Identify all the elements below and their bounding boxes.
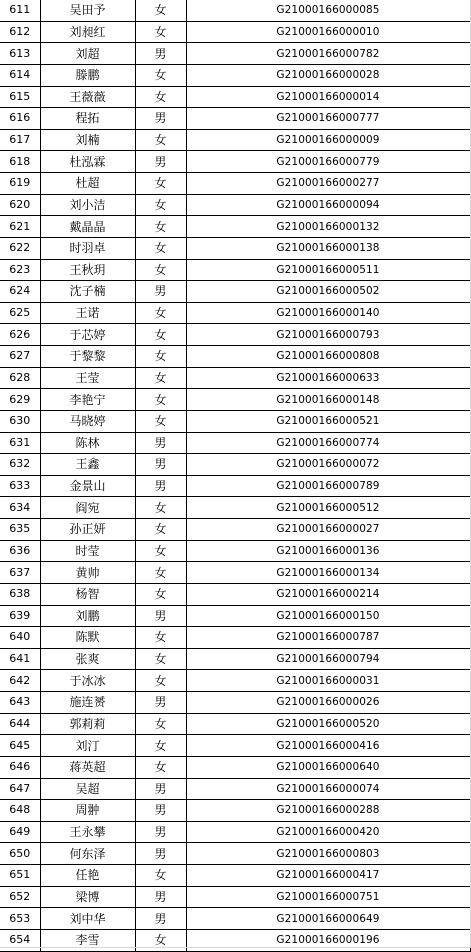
id-cell: G21000166000512	[186, 497, 470, 519]
table-row	[0, 562, 470, 584]
table-row	[0, 843, 470, 865]
gender-cell: 女	[135, 627, 186, 649]
table-row	[0, 410, 470, 432]
id-cell: G21000166000009	[186, 129, 470, 151]
gender-cell: 女	[135, 173, 186, 195]
name-cell: 王秋玥	[40, 259, 135, 281]
gender-cell: 女	[135, 302, 186, 324]
row-number-cell: 652	[0, 886, 40, 908]
gender-cell: 女	[135, 735, 186, 757]
row-number-cell: 625	[0, 302, 40, 324]
id-cell: G21000166000787	[186, 627, 470, 649]
id-cell: G21000166000808	[186, 346, 470, 368]
table-row	[0, 886, 470, 908]
gender-cell: 女	[135, 259, 186, 281]
id-cell: G21000166000140	[186, 302, 470, 324]
row-number-cell: 622	[0, 237, 40, 259]
name-cell: 黄帅	[40, 562, 135, 584]
table-row	[0, 519, 470, 541]
id-cell: G21000166000288	[186, 800, 470, 822]
row-number-cell: 629	[0, 389, 40, 411]
id-cell: G21000166000502	[186, 281, 470, 303]
name-cell: 时莹	[40, 540, 135, 562]
row-number-cell: 627	[0, 346, 40, 368]
row-number-cell: 631	[0, 432, 40, 454]
name-cell: 刘鹏	[40, 605, 135, 627]
row-number-cell: 632	[0, 454, 40, 476]
id-cell: G21000166000511	[186, 259, 470, 281]
table-row	[0, 0, 470, 21]
name-cell: 马晓婷	[40, 410, 135, 432]
name-cell: 于芯婷	[40, 324, 135, 346]
name-cell: 吴超	[40, 778, 135, 800]
name-cell: 滕鹏	[40, 64, 135, 86]
row-number-cell: 624	[0, 281, 40, 303]
row-number-cell: 644	[0, 713, 40, 735]
gender-cell: 女	[135, 713, 186, 735]
gender-cell: 男	[135, 692, 186, 714]
name-cell: 郭莉莉	[40, 713, 135, 735]
table-row	[0, 648, 470, 670]
row-number-cell: 643	[0, 692, 40, 714]
name-cell: 刘汀	[40, 735, 135, 757]
name-cell: 王永攀	[40, 821, 135, 843]
table-row	[0, 475, 470, 497]
id-cell: G21000166000214	[186, 583, 470, 605]
name-cell: 孙正妍	[40, 519, 135, 541]
row-number-cell: 614	[0, 64, 40, 86]
name-cell: 王鑫	[40, 454, 135, 476]
id-cell: G21000166000074	[186, 778, 470, 800]
name-cell: 王诺	[40, 302, 135, 324]
id-cell: G21000166000779	[186, 151, 470, 173]
gender-cell: 女	[135, 410, 186, 432]
row-number-cell: 626	[0, 324, 40, 346]
table-row	[0, 800, 470, 822]
name-cell: 杜超	[40, 173, 135, 195]
gender-cell: 女	[135, 865, 186, 887]
table-row	[0, 129, 470, 151]
id-cell: G21000166000782	[186, 43, 470, 65]
id-cell: G21000166000277	[186, 173, 470, 195]
id-cell: G21000166000010	[186, 21, 470, 43]
id-cell: G21000166000028	[186, 64, 470, 86]
table-row	[0, 281, 470, 303]
row-number-cell: 616	[0, 108, 40, 130]
name-cell: 任艳	[40, 865, 135, 887]
row-number-cell: 645	[0, 735, 40, 757]
id-cell: G21000166000777	[186, 108, 470, 130]
gender-cell: 女	[135, 583, 186, 605]
row-number-cell: 618	[0, 151, 40, 173]
name-cell: 周翀	[40, 800, 135, 822]
row-number-cell: 619	[0, 173, 40, 195]
id-cell: G21000166000014	[186, 86, 470, 108]
gender-cell: 女	[135, 0, 186, 21]
row-number-cell: 639	[0, 605, 40, 627]
id-cell: G21000166000640	[186, 756, 470, 778]
gender-cell: 男	[135, 800, 186, 822]
id-cell: G21000166000031	[186, 670, 470, 692]
row-number-cell: 642	[0, 670, 40, 692]
id-cell: G21000166000774	[186, 432, 470, 454]
gender-cell: 男	[135, 843, 186, 865]
id-cell: G21000166000789	[186, 475, 470, 497]
gender-cell: 女	[135, 129, 186, 151]
name-cell: 刘小洁	[40, 194, 135, 216]
row-number-cell: 613	[0, 43, 40, 65]
gender-cell: 女	[135, 64, 186, 86]
row-number-cell: 636	[0, 540, 40, 562]
table-row	[0, 216, 470, 238]
id-cell: G21000166000793	[186, 324, 470, 346]
id-cell: G21000166000416	[186, 735, 470, 757]
gender-cell: 男	[135, 821, 186, 843]
table-row	[0, 756, 470, 778]
id-cell: G21000166000196	[186, 929, 470, 951]
row-number-cell: 653	[0, 908, 40, 930]
gender-cell: 男	[135, 432, 186, 454]
id-cell: G21000166000420	[186, 821, 470, 843]
table-row	[0, 43, 470, 65]
gender-cell: 男	[135, 108, 186, 130]
gender-cell: 女	[135, 194, 186, 216]
gender-cell: 女	[135, 86, 186, 108]
gender-cell: 女	[135, 540, 186, 562]
row-number-cell: 633	[0, 475, 40, 497]
id-cell: G21000166000027	[186, 519, 470, 541]
gender-cell: 女	[135, 324, 186, 346]
id-cell: G21000166000134	[186, 562, 470, 584]
name-cell: 刘昶红	[40, 21, 135, 43]
table-row	[0, 497, 470, 519]
gender-cell: 男	[135, 475, 186, 497]
name-cell: 李艳宁	[40, 389, 135, 411]
table-row	[0, 86, 470, 108]
id-cell: G21000166000094	[186, 194, 470, 216]
name-cell: 梁博	[40, 886, 135, 908]
gender-cell: 男	[135, 908, 186, 930]
table-row	[0, 670, 470, 692]
id-cell: G21000166000148	[186, 389, 470, 411]
table-row	[0, 64, 470, 86]
row-number-cell: 612	[0, 21, 40, 43]
id-cell: G21000166000751	[186, 886, 470, 908]
table-row	[0, 108, 470, 130]
table-row	[0, 346, 470, 368]
id-cell: G21000166000085	[186, 0, 470, 21]
id-cell: G21000166000136	[186, 540, 470, 562]
gender-cell: 男	[135, 43, 186, 65]
gender-cell: 男	[135, 281, 186, 303]
row-number-cell: 621	[0, 216, 40, 238]
row-number-cell: 617	[0, 129, 40, 151]
gender-cell: 女	[135, 497, 186, 519]
table-row	[0, 21, 470, 43]
table-row	[0, 302, 470, 324]
table-row	[0, 605, 470, 627]
id-cell: G21000166000803	[186, 843, 470, 865]
name-cell: 李雪	[40, 929, 135, 951]
table-row	[0, 692, 470, 714]
name-cell: 何东泽	[40, 843, 135, 865]
row-number-cell: 649	[0, 821, 40, 843]
name-cell: 于冰冰	[40, 670, 135, 692]
id-cell: G21000166000521	[186, 410, 470, 432]
row-number-cell: 640	[0, 627, 40, 649]
row-number-cell: 637	[0, 562, 40, 584]
name-cell: 时羽卓	[40, 237, 135, 259]
name-cell: 于黎黎	[40, 346, 135, 368]
row-number-cell: 630	[0, 410, 40, 432]
gender-cell: 女	[135, 756, 186, 778]
table-row	[0, 735, 470, 757]
table-row	[0, 865, 470, 887]
id-cell: G21000166000072	[186, 454, 470, 476]
gender-cell: 女	[135, 237, 186, 259]
table-row	[0, 540, 470, 562]
table-row	[0, 908, 470, 930]
name-cell: 沈子楠	[40, 281, 135, 303]
id-cell: G21000166000417	[186, 865, 470, 887]
row-number-cell: 628	[0, 367, 40, 389]
table-row	[0, 237, 470, 259]
gender-cell: 男	[135, 605, 186, 627]
name-cell: 杜泓霖	[40, 151, 135, 173]
gender-cell: 女	[135, 562, 186, 584]
row-number-cell: 650	[0, 843, 40, 865]
row-number-cell: 611	[0, 0, 40, 21]
id-cell: G21000166000132	[186, 216, 470, 238]
gender-cell: 男	[135, 151, 186, 173]
row-number-cell: 654	[0, 929, 40, 951]
id-cell: G21000166000649	[186, 908, 470, 930]
row-number-cell: 623	[0, 259, 40, 281]
name-cell: 陈默	[40, 627, 135, 649]
row-number-cell: 651	[0, 865, 40, 887]
row-number-cell: 647	[0, 778, 40, 800]
gender-cell: 女	[135, 519, 186, 541]
gender-cell: 男	[135, 886, 186, 908]
name-cell: 王薇薇	[40, 86, 135, 108]
name-cell: 刘中华	[40, 908, 135, 930]
name-cell: 杨智	[40, 583, 135, 605]
gender-cell: 女	[135, 216, 186, 238]
name-cell: 蒋英超	[40, 756, 135, 778]
table-row	[0, 821, 470, 843]
table-row	[0, 778, 470, 800]
name-cell: 戴晶晶	[40, 216, 135, 238]
gender-cell: 女	[135, 929, 186, 951]
table-row	[0, 324, 470, 346]
table-row	[0, 432, 470, 454]
row-number-cell: 648	[0, 800, 40, 822]
name-cell: 金景山	[40, 475, 135, 497]
name-cell: 王莹	[40, 367, 135, 389]
table-row	[0, 151, 470, 173]
id-cell: G21000166000633	[186, 367, 470, 389]
id-cell: G21000166000794	[186, 648, 470, 670]
id-cell: G21000166000150	[186, 605, 470, 627]
gender-cell: 女	[135, 367, 186, 389]
table-row	[0, 713, 470, 735]
gender-cell: 女	[135, 346, 186, 368]
name-cell: 程拓	[40, 108, 135, 130]
gender-cell: 女	[135, 21, 186, 43]
row-number-cell: 635	[0, 519, 40, 541]
table-row	[0, 173, 470, 195]
id-cell: G21000166000026	[186, 692, 470, 714]
id-cell: G21000166000138	[186, 237, 470, 259]
table-row	[0, 389, 470, 411]
row-number-cell: 634	[0, 497, 40, 519]
gender-cell: 女	[135, 648, 186, 670]
name-cell: 阎宛	[40, 497, 135, 519]
gender-cell: 男	[135, 778, 186, 800]
table-row	[0, 194, 470, 216]
row-number-cell: 615	[0, 86, 40, 108]
name-cell: 吴田予	[40, 0, 135, 21]
gender-cell: 女	[135, 670, 186, 692]
name-cell: 陈林	[40, 432, 135, 454]
table-row	[0, 259, 470, 281]
id-cell: G21000166000520	[186, 713, 470, 735]
row-number-cell: 646	[0, 756, 40, 778]
name-cell: 刘楠	[40, 129, 135, 151]
table-row	[0, 367, 470, 389]
table-row	[0, 454, 470, 476]
row-number-cell: 620	[0, 194, 40, 216]
name-cell: 张爽	[40, 648, 135, 670]
name-cell: 刘超	[40, 43, 135, 65]
gender-cell: 男	[135, 454, 186, 476]
table-row	[0, 627, 470, 649]
row-number-cell: 641	[0, 648, 40, 670]
table-row	[0, 583, 470, 605]
row-number-cell: 638	[0, 583, 40, 605]
gender-cell: 女	[135, 389, 186, 411]
name-cell: 施连赟	[40, 692, 135, 714]
